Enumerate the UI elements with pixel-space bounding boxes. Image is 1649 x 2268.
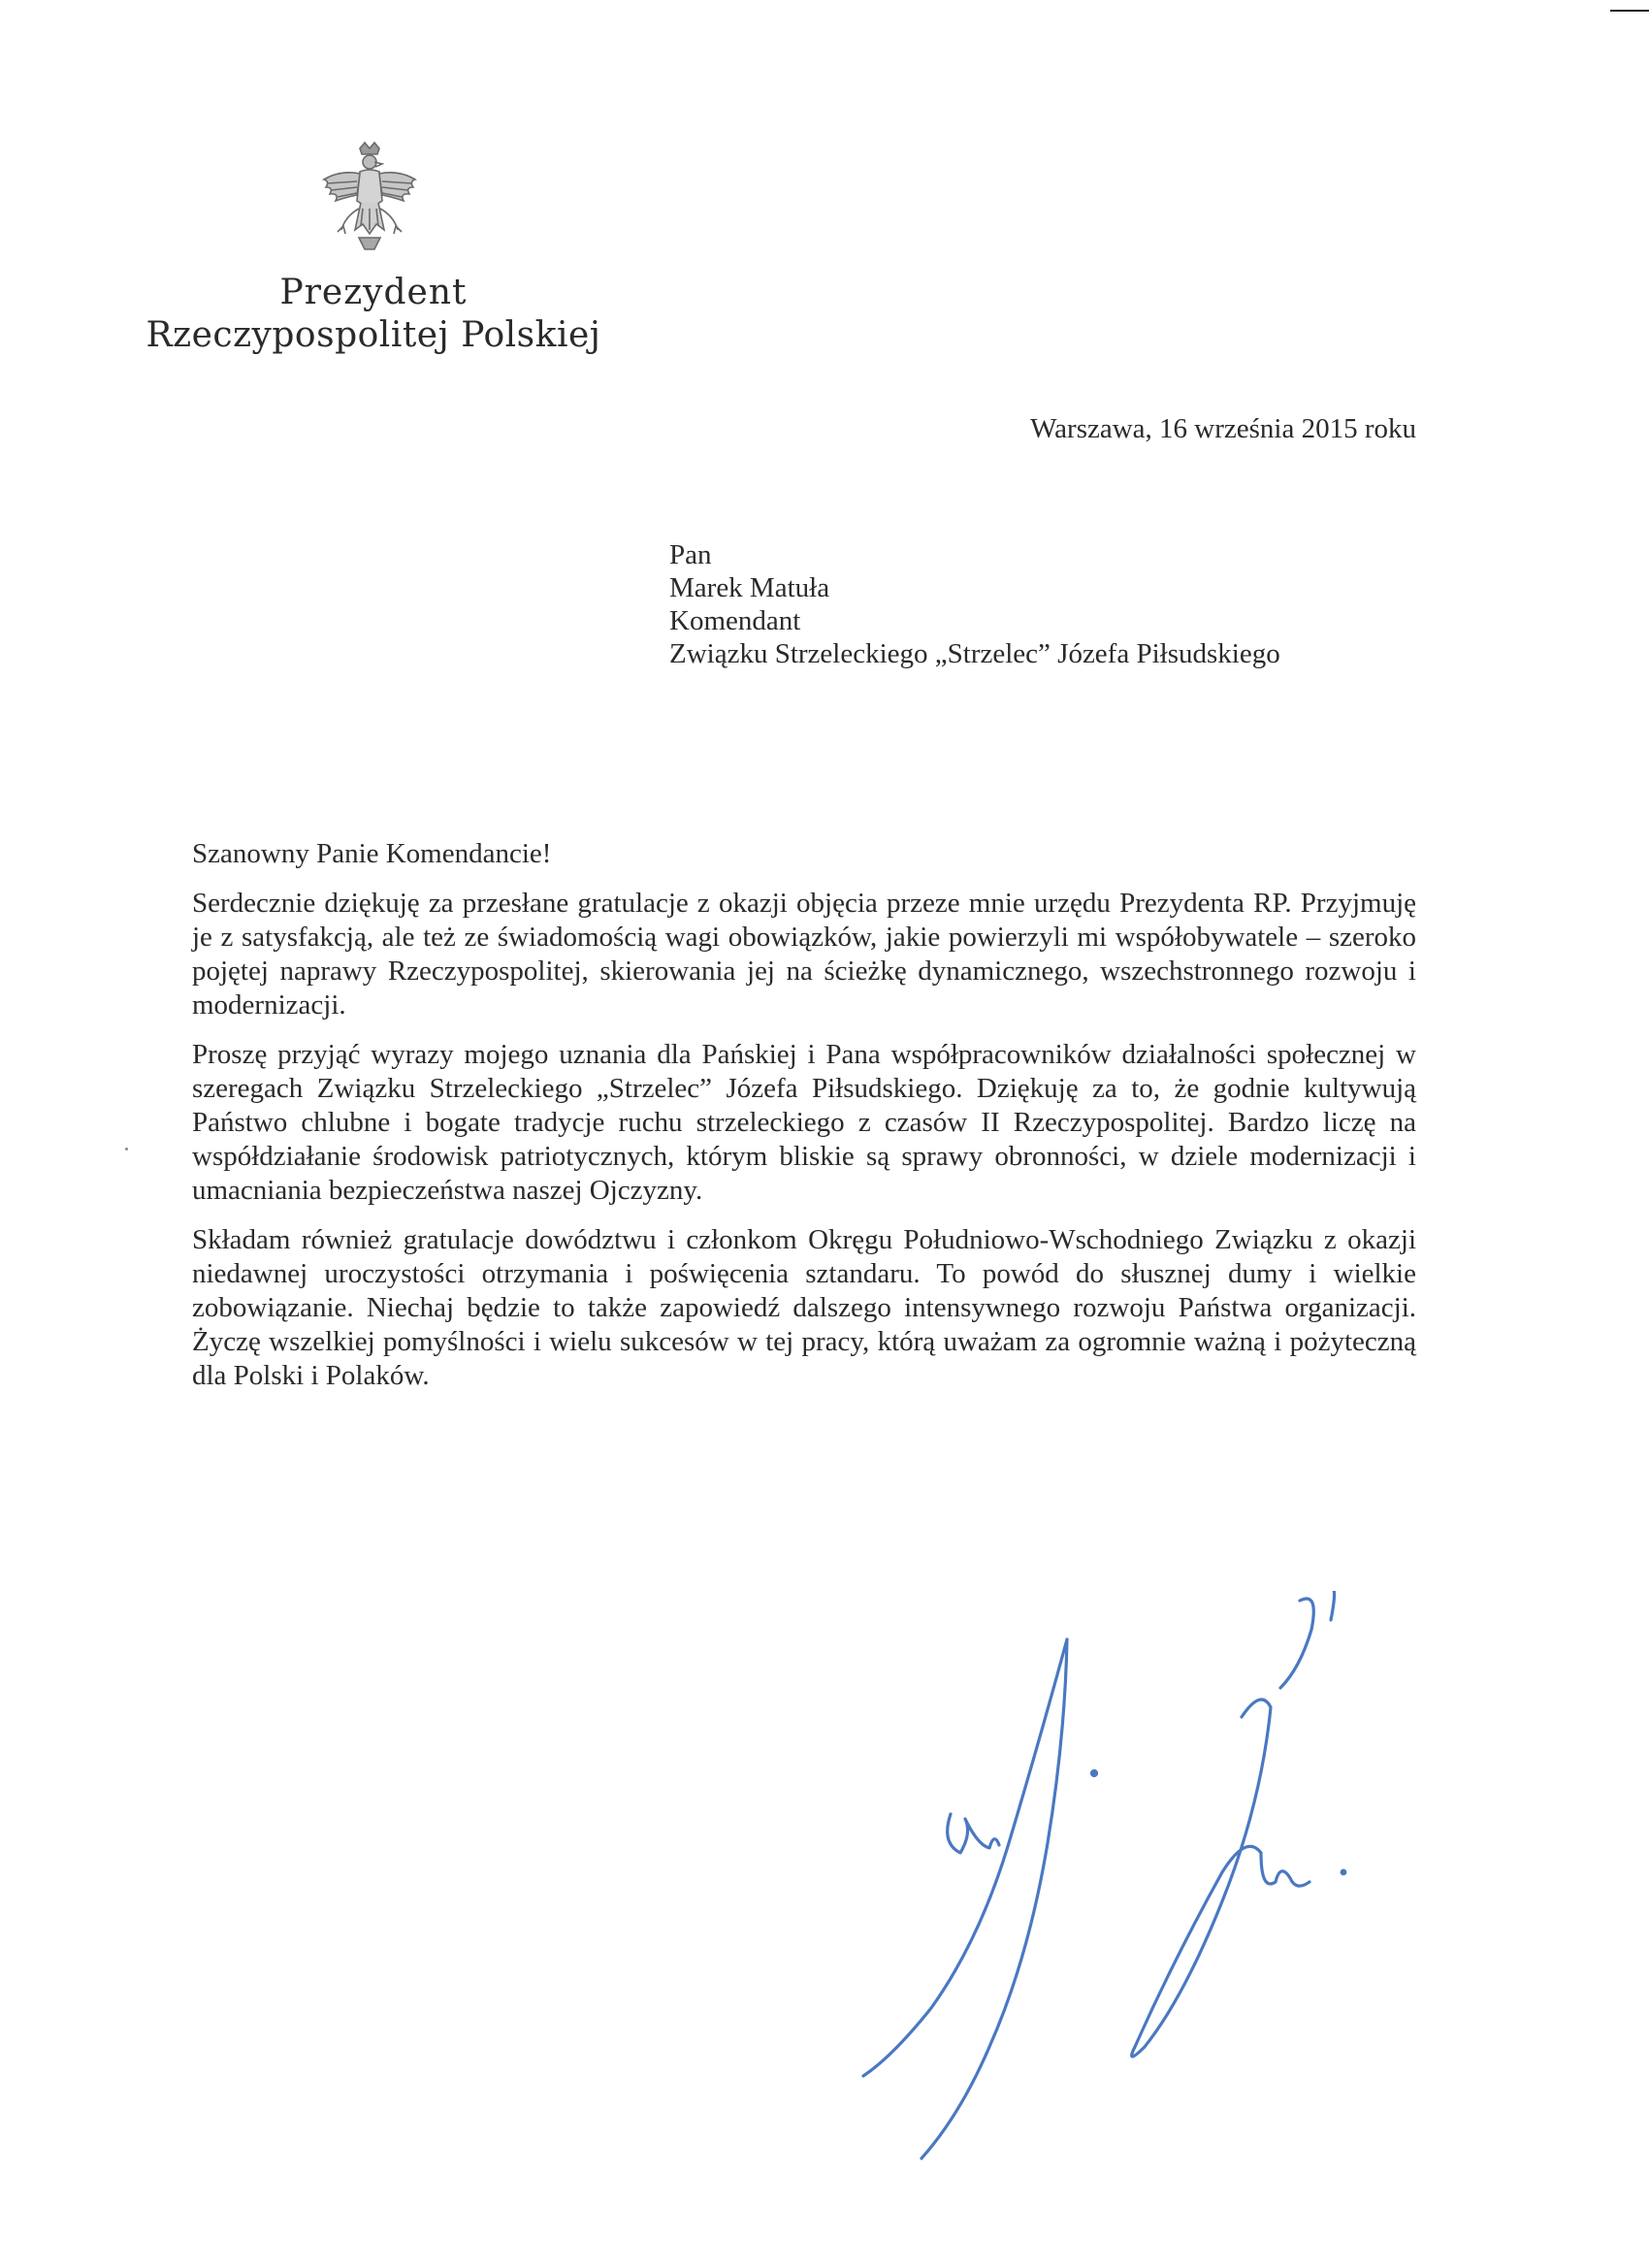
body-paragraph: Składam również gratulacje dowództwu i członkom Okręgu Południowo-Wschodniego Związku z okazji niedawnej uroczystości otrzymania i poświęcenia sztandaru. To powód do słusznej dumy i wielkie zobowiązanie. Niechaj będzie to także zapowiedź dalszego intensywnego rozwoju Państwa organizacji. Życzę wszelkiej pomyślności i wielu sukcesów w tej pracy, którą uważam za ogromnie ważną i pożyteczną dla Polski i Polaków. [192,1224,1416,1391]
addressee-line: Związku Strzeleckiego „Strzelec” Józefa Piłsudskiego [669,638,1280,669]
polish-white-eagle-emblem-icon [316,141,423,257]
addressee-line: Komendant [669,605,801,636]
page-edge-mark [1610,10,1649,12]
letterhead-title: Prezydent [279,273,468,312]
addressee-line: Pan [669,539,712,570]
date-line: Warszawa, 16 września 2015 roku [1030,413,1416,444]
body-paragraph: Proszę przyjąć wyrazy mojego uznania dla Pańskiej i Pana współpracowników działalności społecznej w szeregach Związku Strzeleckiego „Strzelec” Józefa Piłsudskiego. Dziękuję za to, że godnie kultywują Państwo chlubne i bogate tradycje ruchu strzeleckiego z czasów II Rzeczypospolitej. Bardzo liczę na współdziałanie środowisk patriotycznych, którym bliskie są sprawy obronności, w dziele modernizacji i umacniania bezpieczeństwa naszej Ojczyzny. [192,1039,1416,1206]
salutation: Szanowny Panie Komendancie! [192,838,552,869]
letter-body [192,887,1416,1409]
addressee-block [669,538,1280,670]
addressee-line: Marek Matuła [669,572,830,603]
letterhead [136,272,611,357]
letterhead-subtitle: Rzeczypospolitej Polskiej [146,315,601,355]
handwritten-signature-icon [718,1591,1397,2173]
scan-speck [125,1148,128,1150]
body-paragraph: Serdecznie dziękuję za przesłane gratulacje z okazji objęcia przeze mnie urzędu Prezydenta RP. Przyjmuję je z satysfakcją, ale też ze świadomością wagi obowiązków, jakie powierzyli mi współobywatele – szeroko pojętej naprawy Rzeczypospolitej, skierowania jej na ścieżkę dynamicznego, wszechstronnego rozwoju i modernizacji. [192,888,1416,1021]
